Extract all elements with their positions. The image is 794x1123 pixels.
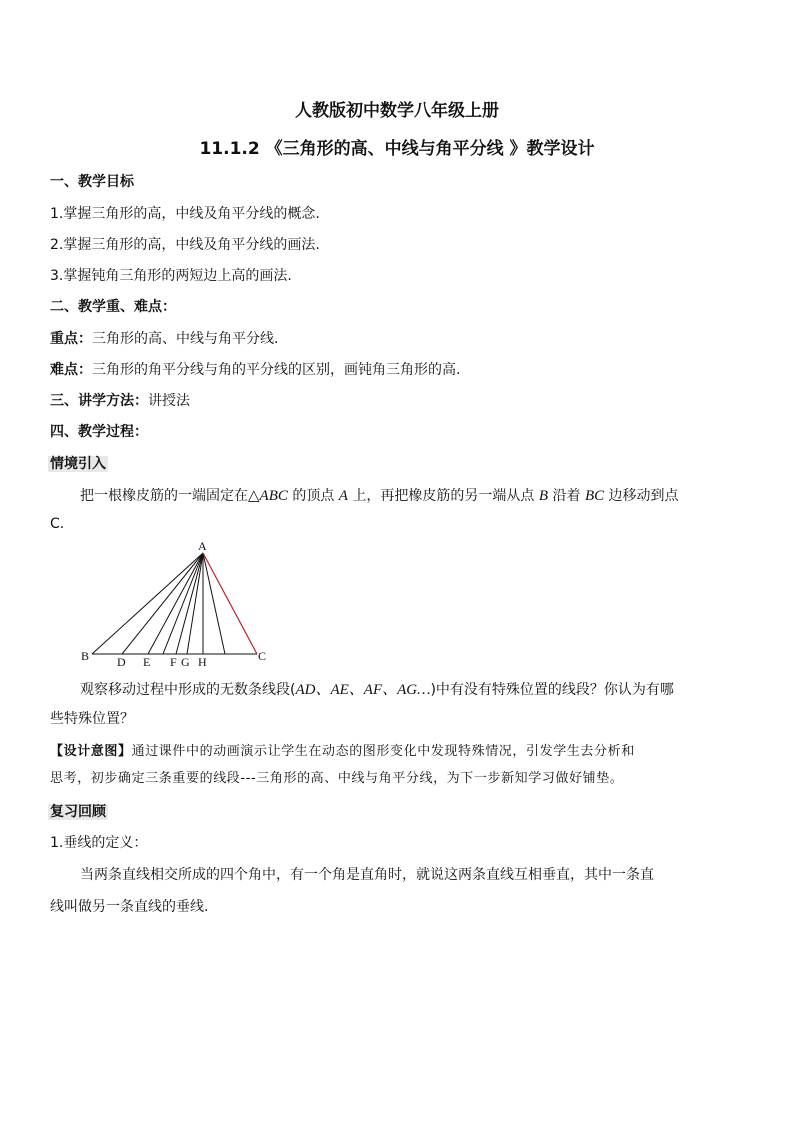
label-d: D bbox=[117, 655, 126, 669]
method-line bbox=[50, 391, 190, 411]
triangle-figure bbox=[70, 538, 280, 670]
intro-text-4: 沿着 bbox=[548, 488, 585, 504]
question-text-1: 观察移动过程中形成的无数条线段( bbox=[80, 682, 296, 698]
design-intent-line-1 bbox=[50, 738, 750, 765]
intro-label-line bbox=[48, 454, 108, 474]
label-c: C bbox=[258, 649, 267, 663]
review-definition-line-1: 当两条直线相交所成的四个角中，有一个角是直角时，就说这两条直线互相垂直，其中一条直 bbox=[80, 867, 654, 883]
document-subtitle: 11.1.2 《三角形的高、中线与角平分线 》教学设计 bbox=[199, 139, 595, 159]
question-text-2: )中有没有特殊位置的线段？你认为有哪 bbox=[430, 682, 674, 698]
review-label: 复习回顾 bbox=[50, 804, 106, 820]
intro-text-6: C. bbox=[50, 516, 65, 532]
label-e: E bbox=[143, 655, 151, 669]
design-intent-tag: 【设计意图】 bbox=[50, 744, 132, 759]
triangle-abc: △ABC bbox=[248, 488, 288, 504]
document-title: 人教版初中数学八年级上册 bbox=[295, 101, 499, 121]
objective-item-1: 1.掌握三角形的高，中线及角平分线的概念. bbox=[50, 206, 320, 222]
difficulty-line bbox=[50, 360, 460, 380]
section-heading-method: 三、讲学方法： bbox=[50, 393, 148, 409]
segment-ax2 bbox=[203, 553, 225, 654]
label-h: H bbox=[198, 655, 207, 669]
segment-ax1 bbox=[163, 553, 203, 654]
design-intent-line-2: 思考，初步确定三条重要的线段---三角形的高、中线与角平分线，为下一步新知学习做好铺垫。 bbox=[50, 771, 624, 786]
key-point-label: 重点： bbox=[50, 331, 92, 347]
review-label-line bbox=[48, 802, 108, 822]
difficulty-label: 难点： bbox=[50, 362, 92, 378]
design-intent-paragraph bbox=[50, 738, 750, 792]
intro-text-3: 上，再把橡皮筋的另一端从点 bbox=[347, 488, 539, 504]
objective-item-2: 2.掌握三角形的高，中线及角平分线的画法. bbox=[50, 237, 320, 253]
label-a: A bbox=[198, 539, 207, 553]
intro-paragraph bbox=[50, 482, 750, 510]
side-bc: BC bbox=[584, 488, 605, 504]
design-intent-text-1: 通过课件中的动画演示让学生在动态的图形变化中发现特殊情况，引发学生去分析和 bbox=[131, 744, 635, 759]
intro-text-2: 的顶点 bbox=[287, 488, 339, 504]
method-text: 讲授法 bbox=[148, 393, 190, 409]
section-heading-key-points: 二、教学重、难点： bbox=[50, 299, 176, 315]
label-f: F bbox=[170, 655, 177, 669]
key-point-line bbox=[50, 329, 278, 349]
point-b: B bbox=[538, 488, 549, 504]
segment-ad bbox=[122, 553, 203, 654]
review-definition-line-2: 线叫做另一条直线的垂线. bbox=[50, 899, 209, 915]
intro-text-1: 把一根橡皮筋的一端固定在 bbox=[80, 488, 248, 504]
question-paragraph bbox=[50, 676, 750, 704]
section-heading-objectives: 一、教学目标 bbox=[50, 174, 134, 190]
segment-ac bbox=[203, 553, 257, 654]
label-g: G bbox=[181, 655, 190, 669]
segment-ab bbox=[92, 553, 203, 654]
question-text-3: 些特殊位置？ bbox=[50, 711, 134, 727]
label-b: B bbox=[81, 649, 90, 663]
key-point-text: 三角形的高、中线与角平分线. bbox=[92, 331, 279, 347]
question-segments: AD、AE、AF、AG… bbox=[295, 682, 431, 698]
review-item-1: 1.垂线的定义： bbox=[50, 835, 148, 851]
objective-item-3: 3.掌握钝角三角形的两短边上高的画法. bbox=[50, 268, 292, 284]
difficulty-text: 三角形的角平分线与角的平分线的区别，画钝角三角形的高. bbox=[92, 362, 461, 378]
section-heading-process: 四、教学过程： bbox=[50, 424, 148, 440]
point-a: A bbox=[338, 488, 348, 504]
intro-label: 情境引入 bbox=[50, 456, 106, 472]
intro-text-5: 边移动到点 bbox=[604, 488, 679, 504]
